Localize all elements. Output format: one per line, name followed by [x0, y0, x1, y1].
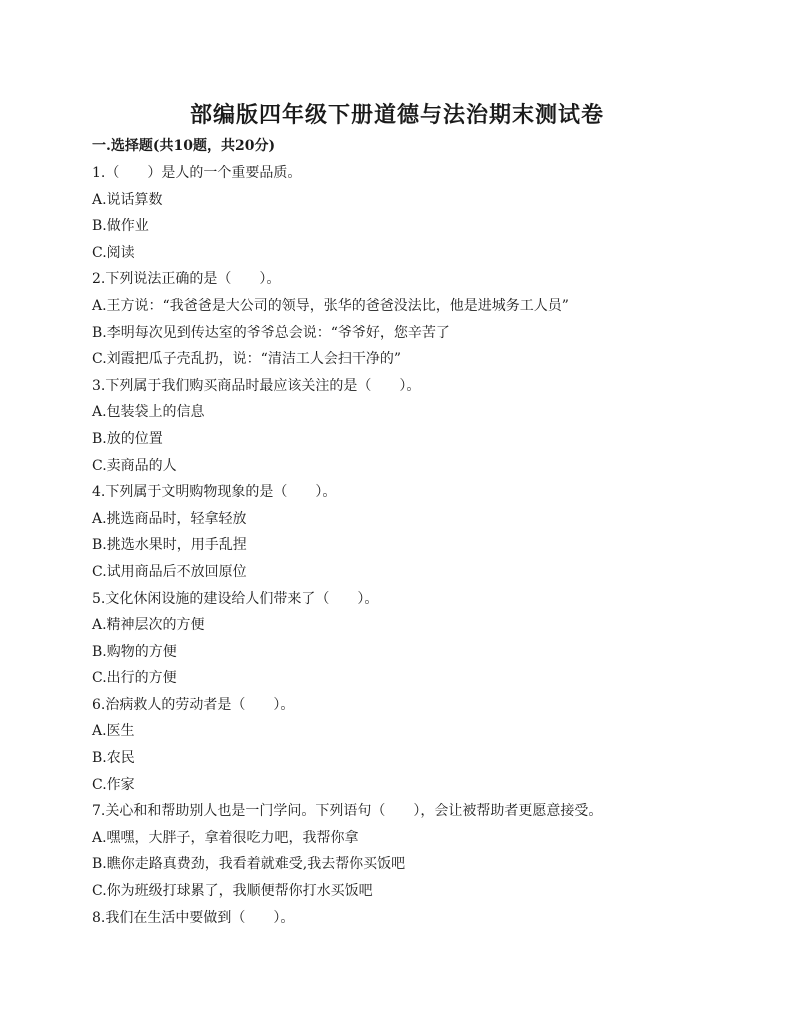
option-line: B.购物的方便: [92, 643, 177, 660]
question-line: 1.（ ）是人的一个重要品质。: [92, 165, 302, 181]
option-line: C.阅读: [92, 244, 135, 261]
option-line: A.嘿嘿，大胖子，拿着很吃力吧，我帮你拿: [92, 829, 359, 846]
option-line: A.精神层次的方便: [92, 617, 205, 634]
question-list: [92, 160, 712, 931]
option-line: C.刘霞把瓜子壳乱扔，说：“清洁工人会扫干净的”: [92, 351, 401, 368]
option-line: C.卖商品的人: [92, 457, 177, 474]
option-line: C.你为班级打球累了，我顺便帮你打水买饭吧: [92, 883, 373, 900]
option-line: C.出行的方便: [92, 670, 177, 687]
section-heading: 一.选择题(共10题，共20分): [92, 138, 276, 154]
question-line: 2.下列说法正确的是（ ）。: [92, 271, 281, 288]
option-line: B.做作业: [92, 218, 149, 235]
question-line: 7.关心和和帮助别人也是一门学问。下列语句（ ），会让被帮助者更愿意接受。: [92, 803, 603, 820]
option-line: B.放的位置: [92, 430, 163, 447]
question-line: 5.文化休闲设施的建设给人们带来了（ ）。: [92, 590, 379, 607]
option-line: A.说话算数: [92, 191, 163, 208]
option-line: B.挑选水果时，用手乱捏: [92, 537, 247, 554]
option-line: A.王方说：“我爸爸是大公司的领导，张华的爸爸没法比，他是进城务工人员”: [92, 297, 569, 314]
option-line: B.农民: [92, 750, 135, 767]
option-line: A.医生: [92, 723, 135, 740]
option-line: B.李明每次见到传达室的爷爷总会说：“爷爷好，您辛苦了: [92, 324, 450, 341]
option-line: A.包装袋上的信息: [92, 404, 205, 421]
option-line: A.挑选商品时，轻拿轻放: [92, 510, 247, 527]
exam-title: 部编版四年级下册道德与法治期末测试卷: [189, 102, 604, 128]
option-line: C.试用商品后不放回原位: [92, 563, 247, 580]
option-line: B.瞧你走路真费劲，我看着就难受,我去帮你买饭吧: [92, 856, 406, 873]
question-line: 6.治病救人的劳动者是（ ）。: [92, 696, 295, 713]
question-line: 4.下列属于文明购物现象的是（ ）。: [92, 484, 337, 501]
question-line: 3.下列属于我们购买商品时最应该关注的是（ ）。: [92, 377, 421, 394]
option-line: C.作家: [92, 776, 135, 793]
question-line: 8.我们在生活中要做到（ ）。: [92, 909, 295, 926]
